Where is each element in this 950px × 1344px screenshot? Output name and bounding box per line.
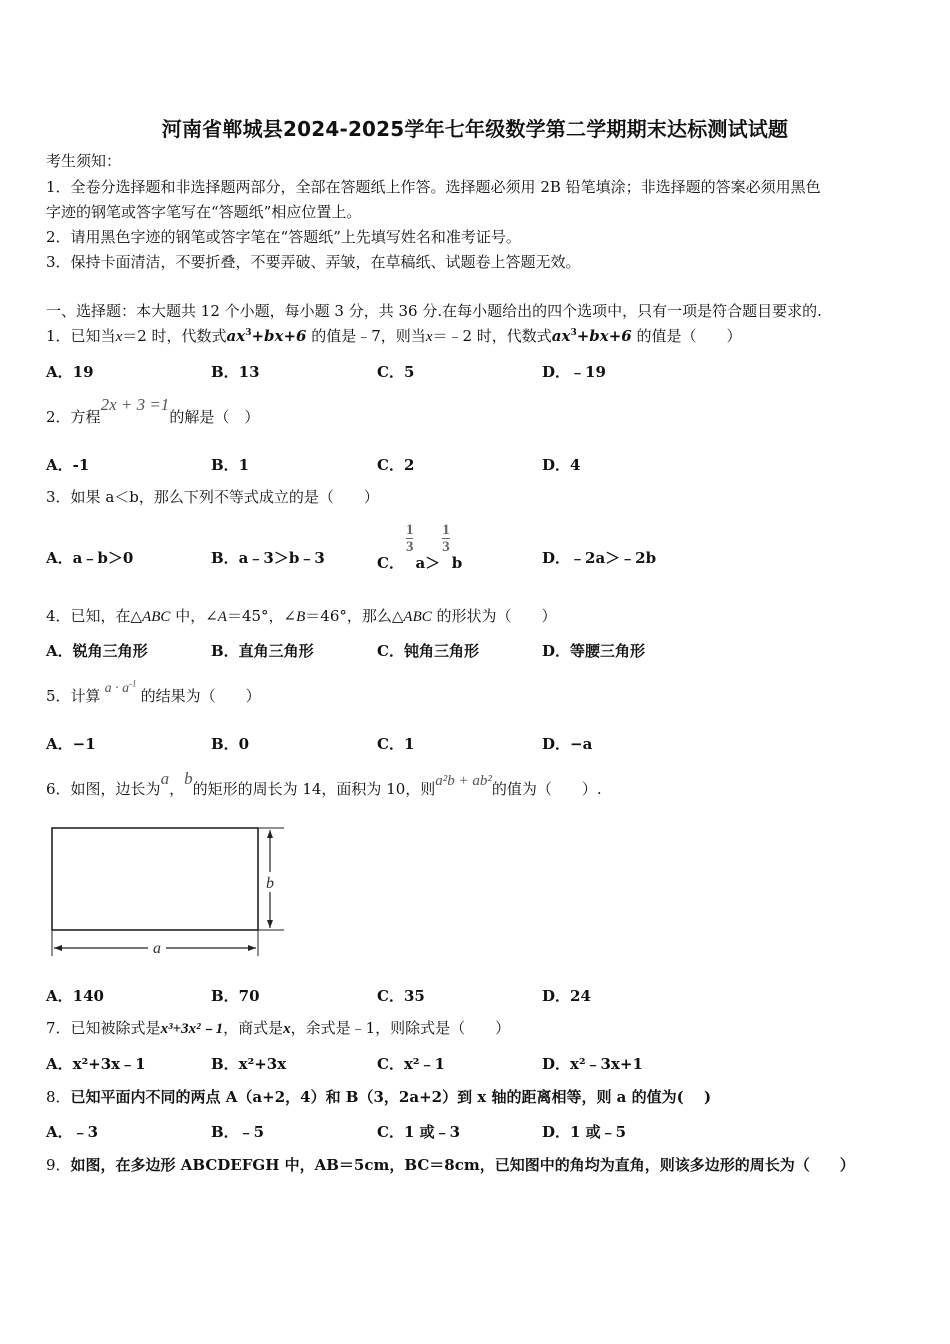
- q5-expression: $a \cdot a^{-1}$: [104, 678, 137, 696]
- notice-line-1b: 字迹的钢笔或答字笔写在“答题纸”相应位置上。: [46, 203, 362, 221]
- question-5: 5．计算 $a \cdot a^{-1}$的结果为（ ）: [46, 678, 261, 705]
- q3-option-c[interactable]: C． $\frac{1}{3}$ a＞ $\frac{1}{3}$ b: [377, 522, 463, 572]
- question-1: 1．已知当x＝2 时，代数式$ax^3+bx+6$ 的值是﹣7，则当x＝﹣2 时，代数式$ax^3+bx+6$ 的值是（ ）: [46, 327, 742, 345]
- q4-number: 4．: [46, 607, 71, 625]
- q3-option-d[interactable]: D．﹣2a＞﹣2b: [542, 549, 657, 567]
- notice-line-1a: 1．全卷分选择题和非选择题两部分，全部在答题纸上作答。选择题必须用 2B 铅笔填涂；非选择题的答案必须用黑色: [46, 178, 821, 196]
- q5-number: 5．: [46, 687, 71, 705]
- q8-option-c[interactable]: C．1 或﹣3: [377, 1123, 461, 1141]
- q6-option-b[interactable]: B．70: [211, 987, 260, 1005]
- notice-line-2: 2．请用黑色字迹的钢笔或答字笔在“答题纸”上先填写姓名和准考证号。: [46, 228, 521, 246]
- a-label: a: [153, 940, 161, 957]
- question-2: 2．方程2x + 3 =1的解是（ ）: [46, 395, 260, 426]
- notice-line-3: 3．保持卡面清洁，不要折叠，不要弄破、弄皱，在草稿纸、试题卷上答题无效。: [46, 253, 581, 271]
- q1-option-a[interactable]: A．19: [46, 363, 94, 381]
- q5-option-a[interactable]: A．−1: [46, 735, 96, 753]
- page-title: 河南省郸城县2024-2025学年七年级数学第二学期期末达标测试试题: [161, 117, 789, 141]
- question-6: 6．如图，边长为a，b的矩形的周长为 14，面积为 10，则a²b + ab²的值为（ ）.: [46, 769, 602, 798]
- q6-option-c[interactable]: C．35: [377, 987, 425, 1005]
- question-3: 3．如果 a＜b，那么下列不等式成立的是（ ）: [46, 488, 379, 506]
- q1-option-b[interactable]: B．13: [211, 363, 260, 381]
- q1-number: 1．: [46, 327, 71, 345]
- b-arrow-up: [267, 830, 273, 838]
- q6-option-d[interactable]: D．24: [542, 987, 591, 1005]
- q1-option-d[interactable]: D．﹣19: [542, 363, 606, 381]
- q6-number: 6．: [46, 780, 71, 798]
- q4-option-c[interactable]: C．钝角三角形: [377, 642, 479, 660]
- q5-option-b[interactable]: B．0: [211, 735, 250, 753]
- b-arrow-down: [267, 920, 273, 928]
- q1-option-c[interactable]: C．5: [377, 363, 415, 381]
- q5-option-d[interactable]: D．−a: [542, 735, 593, 753]
- q2-equation: 2x + 3 =1: [100, 395, 170, 414]
- q2-option-a[interactable]: A．-1: [46, 456, 90, 474]
- q3-option-b[interactable]: B．a﹣3＞b﹣3: [211, 549, 325, 567]
- q6-option-a[interactable]: A．140: [46, 987, 104, 1005]
- q6-rectangle-figure: [46, 822, 288, 962]
- q7-option-a[interactable]: A．x²+3x﹣1: [46, 1055, 146, 1073]
- q3-fraction-2: $\frac{1}{3}$: [442, 522, 450, 555]
- question-8: 8．已知平面内不同的两点 A（a+2，4）和 B（3，2a+2）到 x 轴的距离相等，则 a 的值为( ): [46, 1088, 712, 1106]
- q7-option-c[interactable]: C．x²﹣1: [377, 1055, 445, 1073]
- q7-option-b[interactable]: B．x²+3x: [211, 1055, 287, 1073]
- q7-number: 7．: [46, 1019, 71, 1037]
- q3-option-a[interactable]: A．a﹣b＞0: [46, 549, 134, 567]
- q8-option-b[interactable]: B．﹣5: [211, 1123, 265, 1141]
- q7-option-d[interactable]: D．x²﹣3x+1: [542, 1055, 643, 1073]
- q8-option-a[interactable]: A．﹣3: [46, 1123, 99, 1141]
- q9-number: 9．: [46, 1156, 71, 1174]
- q4-option-b[interactable]: B．直角三角形: [211, 642, 314, 660]
- rectangle-shape: [52, 828, 258, 930]
- notice-heading: 考生须知：: [46, 152, 122, 170]
- q4-option-a[interactable]: A．锐角三角形: [46, 642, 148, 660]
- q8-option-d[interactable]: D．1 或﹣5: [542, 1123, 627, 1141]
- question-9: 9．如图，在多边形 ABCDEFGH 中，AB＝5cm，BC＝8cm，已知图中的角均为直角，则该多边形的周长为（ ）: [46, 1156, 855, 1174]
- b-label: b: [266, 875, 274, 892]
- q2-option-b[interactable]: B．1: [211, 456, 250, 474]
- section-heading: 一、选择题：本大题共 12 个小题，每小题 3 分，共 36 分.在每小题给出的四个选项中，只有一项是符合题目要求的.: [46, 302, 822, 320]
- a-arrow-right: [248, 945, 256, 951]
- q8-number: 8．: [46, 1088, 71, 1106]
- q2-option-c[interactable]: C．2: [377, 456, 415, 474]
- q3-number: 3．: [46, 488, 71, 506]
- q3-fraction-1: $\frac{1}{3}$: [405, 522, 414, 555]
- q5-option-c[interactable]: C．1: [377, 735, 415, 753]
- question-7: 7．已知被除式是x³+3x²﹣1，商式是x，余式是﹣1，则除式是（ ）: [46, 1019, 511, 1037]
- q4-option-d[interactable]: D．等腰三角形: [542, 642, 646, 660]
- q2-option-d[interactable]: D．4: [542, 456, 581, 474]
- q2-number: 2．: [46, 408, 71, 426]
- a-arrow-left: [54, 945, 62, 951]
- question-4: 4．已知，在△ABC 中，∠A＝45°，∠B＝46°，那么△ABC 的形状为（ ）: [46, 607, 557, 625]
- q6-expression: a²b + ab²: [435, 773, 492, 789]
